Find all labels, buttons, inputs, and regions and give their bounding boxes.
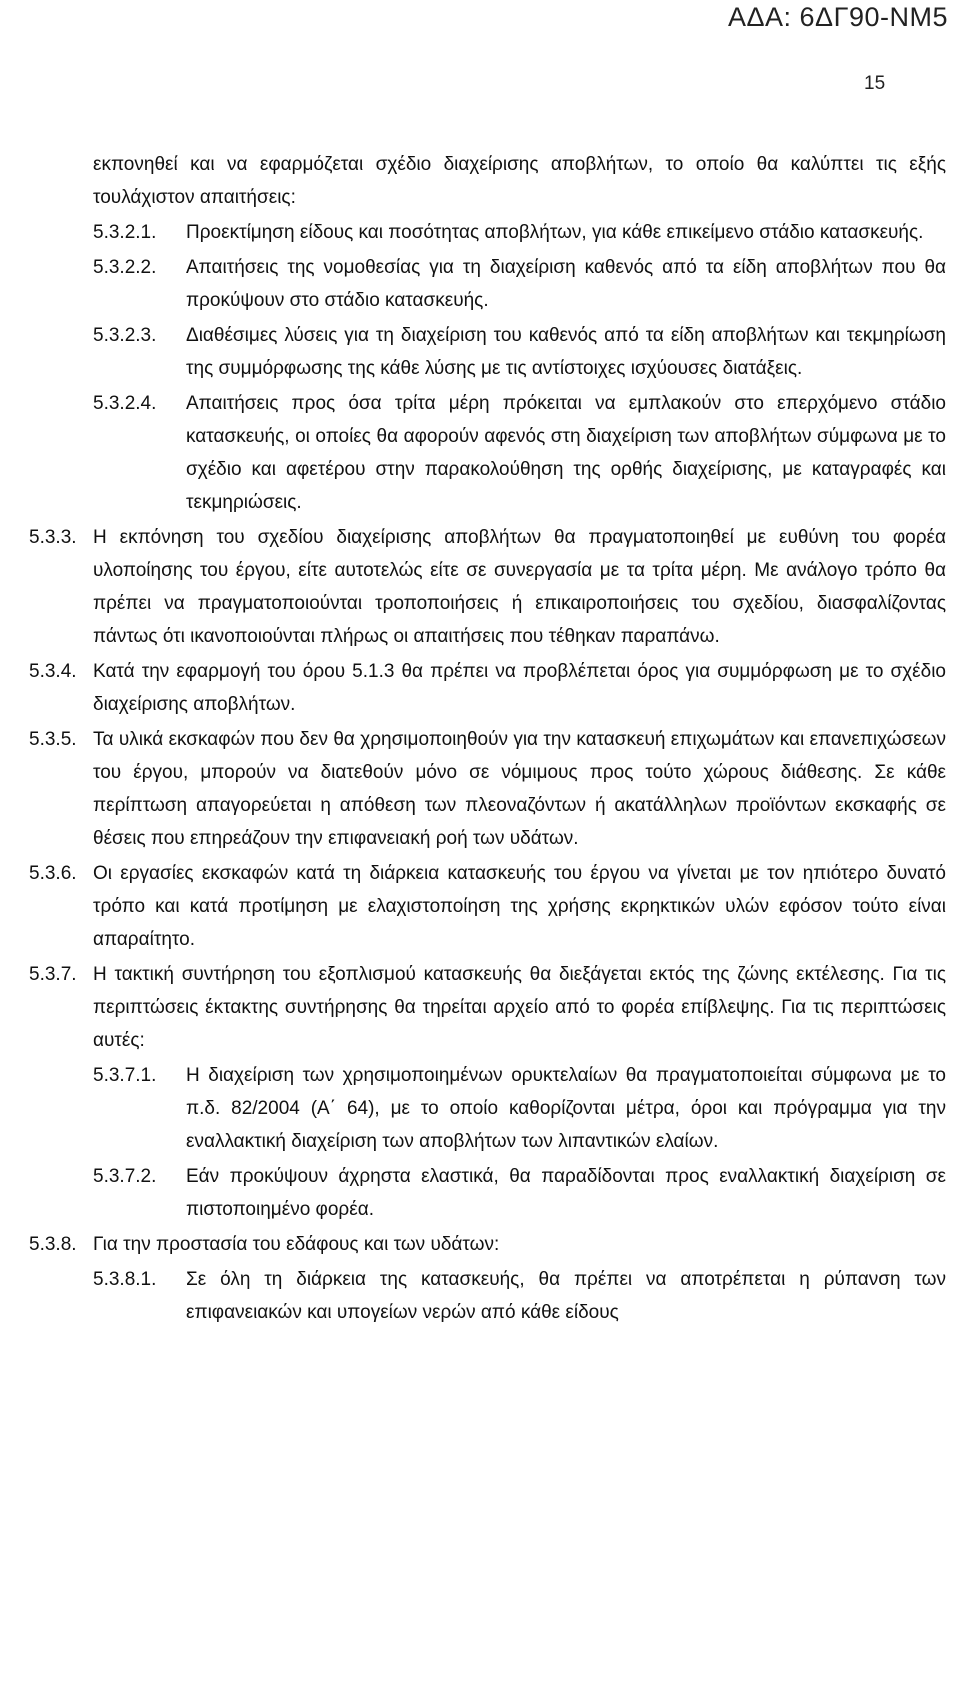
paragraph bbox=[0, 319, 960, 385]
paragraph-number: 5.3.4. bbox=[29, 661, 77, 682]
paragraph-number: 5.3.8. bbox=[29, 1234, 77, 1255]
paragraph-text: Προεκτίμηση είδους και ποσότητας αποβλήτων, για κάθε επικείμενο στάδιο κατασκευής. bbox=[186, 222, 924, 243]
paragraph bbox=[0, 655, 960, 721]
paragraph-text: εκπονηθεί και να εφαρμόζεται σχέδιο διαχείρισης αποβλήτων, το οποίο θα καλύπτει τις εξής τουλάχιστον απαιτήσεις: bbox=[93, 154, 946, 208]
paragraph-text: Η τακτική συντήρηση του εξοπλισμού κατασκευής θα διεξάγεται εκτός της ζώνης εκτέλεσης. Για τις περιπτώσεις έκτακτης συντήρησης θα τηρείται αρχείο από το φορέα επίβλεψης. Για τις περιπτώσεις αυτές: bbox=[93, 964, 946, 1051]
paragraph-number: 5.3.8.1. bbox=[93, 1269, 157, 1290]
paragraph-text: Η εκπόνηση του σχεδίου διαχείρισης αποβλήτων θα πραγματοποιηθεί με ευθύνη του φορέα υλοποίησης του έργου, είτε αυτοτελώς είτε σε συνεργασία με τα τρίτα μέρη. Με ανάλογο τρόπο θα πρέπει να πραγματοποιούνται τροποποιήσεις ή επικαιροποιήσεις του σχεδίου, διασφαλίζοντας πάντως ότι ικανοποιούνται πλήρως οι απαιτήσεις που τέθηκαν παραπάνω. bbox=[93, 527, 946, 647]
paragraph-text: Απαιτήσεις προς όσα τρίτα μέρη πρόκειται να εμπλακούν στο επερχόμενο στάδιο κατασκευής, οι οποίες θα αφορούν αφενός στη διαχείριση των αποβλήτων σύμφωνα με το σχέδιο και αφετέρου στην παρακολούθηση της ορθής διαχείρισης, με καταγραφές και τεκμηριώσεις. bbox=[186, 393, 946, 513]
paragraph-text: Σε όλη τη διάρκεια της κατασκευής, θα πρέπει να αποτρέπεται η ρύπανση των επιφανειακών και υπογείων νερών από κάθε είδους bbox=[186, 1269, 946, 1323]
paragraph-text: Τα υλικά εκσκαφών που δεν θα χρησιμοποιηθούν για την κατασκευή επιχωμάτων και επανεπιχώσεων του έργου, μπορούν να διατεθούν μόνο σε νόμιμους προς τούτο χώρους διάθεσης. Σε κάθε περίπτωση απαγορεύεται η απόθεση των πλεοναζόντων ή ακατάλληλων προϊόντων εκσκαφής σε θέσεις που επηρεάζουν την επιφανειακή ροή των υδάτων. bbox=[93, 729, 946, 849]
paragraph bbox=[0, 521, 960, 653]
paragraph-text: Κατά την εφαρμογή του όρου 5.1.3 θα πρέπει να προβλέπεται όρος για συμμόρφωση με το σχέδιο διαχείρισης αποβλήτων. bbox=[93, 661, 946, 715]
paragraph-number: 5.3.2.3. bbox=[93, 325, 157, 346]
paragraph-number: 5.3.5. bbox=[29, 729, 77, 750]
paragraph bbox=[0, 1059, 960, 1158]
paragraph bbox=[0, 148, 960, 214]
paragraph-text: Για την προστασία του εδάφους και των υδάτων: bbox=[93, 1234, 500, 1255]
paragraph-number: 5.3.2.4. bbox=[93, 393, 157, 414]
ada-code: ΑΔΑ: 6ΔΓ90-ΝΜ5 bbox=[727, 2, 948, 32]
paragraph bbox=[0, 216, 960, 249]
paragraph bbox=[0, 1160, 960, 1226]
paragraph bbox=[0, 251, 960, 317]
paragraph-text: Απαιτήσεις της νομοθεσίας για τη διαχείριση καθενός από τα είδη αποβλήτων που θα προκύψουν στο στάδιο κατασκευής. bbox=[186, 257, 946, 311]
paragraph bbox=[0, 723, 960, 855]
paragraph-text: Εάν προκύψουν άχρηστα ελαστικά, θα παραδίδονται προς εναλλακτική διαχείριση σε πιστοποιημένο φορέα. bbox=[186, 1166, 946, 1220]
paragraph-number: 5.3.2.2. bbox=[93, 257, 157, 278]
paragraph bbox=[0, 387, 960, 519]
paragraph-number: 5.3.2.1. bbox=[93, 222, 157, 243]
document-body bbox=[0, 148, 960, 1331]
paragraph-text: Η διαχείριση των χρησιμοποιημένων ορυκτελαίων θα πραγματοποιείται σύμφωνα με το π.δ. 82/2004 (Α΄ 64), με το οποίο καθορίζονται μέτρα, όροι και πρόγραμμα για την εναλλακτική διαχείριση των αποβλήτων των λιπαντικών ελαίων. bbox=[186, 1065, 946, 1152]
page-number: 15 bbox=[864, 73, 886, 94]
paragraph-number: 5.3.7.2. bbox=[93, 1166, 157, 1187]
paragraph bbox=[0, 1228, 960, 1261]
paragraph bbox=[0, 958, 960, 1057]
paragraph-number: 5.3.3. bbox=[29, 527, 77, 548]
paragraph bbox=[0, 1263, 960, 1329]
paragraph-number: 5.3.7.1. bbox=[93, 1065, 157, 1086]
paragraph-text: Διαθέσιμες λύσεις για τη διαχείριση του καθενός από τα είδη αποβλήτων και τεκμηρίωση της συμμόρφωσης της κάθε λύσης με τις αντίστοιχες ισχύουσες διατάξεις. bbox=[186, 325, 946, 379]
paragraph-number: 5.3.6. bbox=[29, 863, 77, 884]
paragraph-number: 5.3.7. bbox=[29, 964, 77, 985]
paragraph-text: Οι εργασίες εκσκαφών κατά τη διάρκεια κατασκευής του έργου να γίνεται με τον ηπιότερο δυνατό τρόπο και κατά προτίμηση με ελαχιστοποίηση της χρήσης εκρηκτικών υλών εφόσον τούτο είναι απαραίτητο. bbox=[93, 863, 946, 950]
paragraph bbox=[0, 857, 960, 956]
